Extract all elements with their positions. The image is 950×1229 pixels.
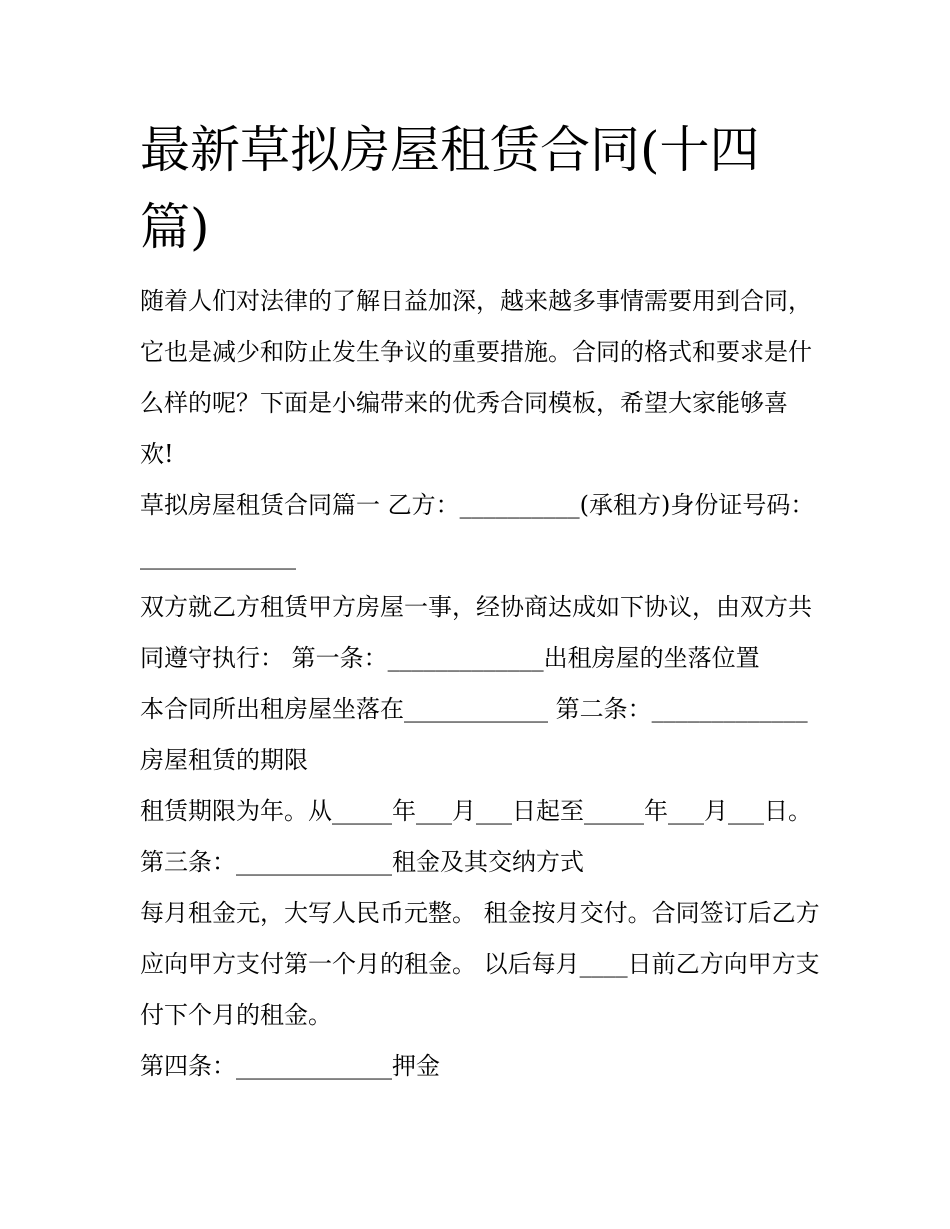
contract-parties-paragraph: 草拟房屋租赁合同篇一 乙方：__________(承租方)身份证号码：_____________ — [140, 491, 815, 570]
intro-paragraph: 随着人们对法律的了解日益加深，越来越多事情需要用到合同，它也是减少和防止发生争议的重要措施。合同的格式和要求是什么样的呢？下面是小编带来的优秀合同模板，希望大家能够喜欢! — [140, 287, 812, 468]
article-four-paragraph: 第四条：_____________押金 — [140, 1052, 440, 1080]
article-two-paragraph: 本合同所出租房屋坐落在____________ 第二条：_____________房屋租赁的期限 — [140, 695, 808, 774]
article-one-paragraph: 双方就乙方租赁甲方房屋一事，经协商达成如下协议，由双方共同遵守执行： 第一条：_____________出租房屋的坐落位置 — [140, 593, 812, 672]
rent-payment-paragraph: 每月租金元，大写人民币元整。 租金按月交付。合同签订后乙方应向甲方支付第一个月的租金。 以后每月____日前乙方向甲方支付下个月的租金。 — [140, 899, 820, 1029]
article-three-paragraph: 租赁期限为年。从_____年___月___日起至_____年___月___日。 第三条：_____________租金及其交纳方式 — [140, 797, 812, 876]
document-body — [140, 276, 820, 1092]
document-title: 最新草拟房屋租赁合同(十四篇) — [140, 121, 760, 256]
